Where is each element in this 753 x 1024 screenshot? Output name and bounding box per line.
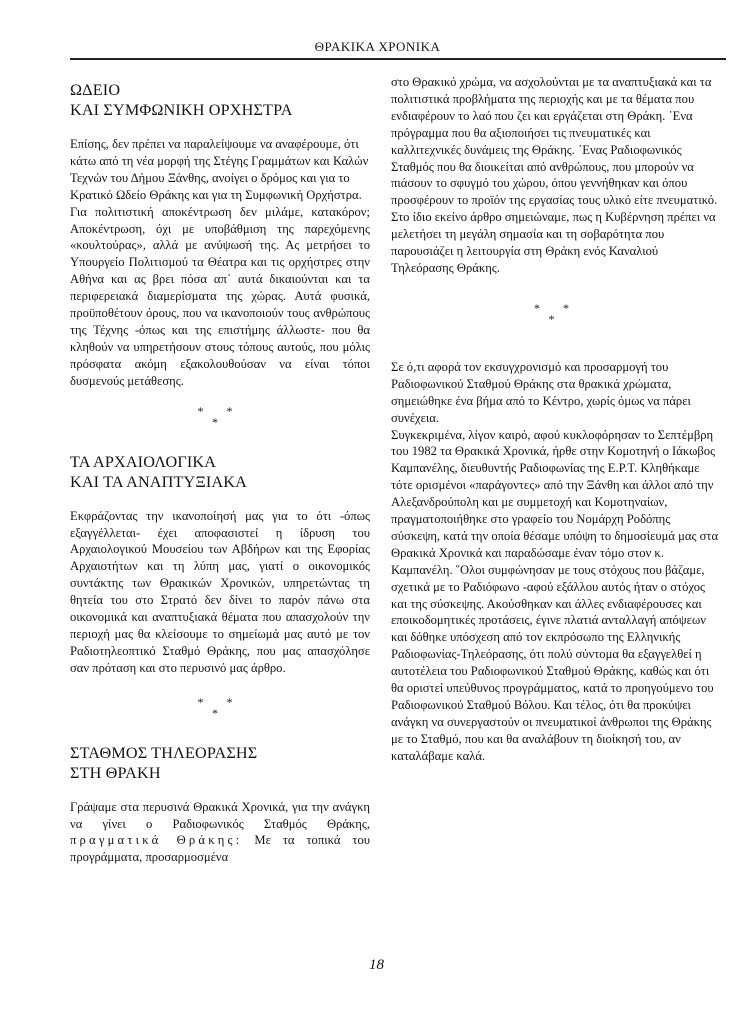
header-rule xyxy=(70,58,726,60)
paragraph: Στο ίδιο εκείνο άρθρο σημειώναμε, πως η Κυβέρνηση πρέπει να μελετήσει τη μεγάλη σημασία και τη σοβαρότητα που παρουσιάζει η λειτουργία στη Θράκη ενός Καναλιού Τηλεόρασης Θράκης. xyxy=(391,210,716,275)
section-heading: ΩΔΕΙΟ ΚΑΙ ΣΥΜΦΩΝΙΚΗ ΟΡΧΗΣΤΡΑ xyxy=(70,81,293,119)
paragraph: στο Θρακικό χρώμα, να ασχολούνται με τα αναπτυξιακά και τα πολιτιστικά προβλήματα της περιοχής και με τα θέματα που ενδιαφέρουν το λαό που ζει και εργάζεται στη Θράκη. ᾿Ενα πρόγραμμα που θα αξιοποιήσει τις πνευματικές και καλλιτεχνικές δυνάμεις της Θράκης. ᾿Ενας Ραδιοφωνικός Σταθμός που θα διοικείται από ανθρώπους, που μπορούν να πιάσουν το σφυγμό του χώρου, όπου γεννήθηκαν και όπου προσφέρουν το προϊόν της εργασίας τους υλικό είτε πνευματικό. xyxy=(391,75,718,208)
paragraph: Για πολιτιστική αποκέντρωση δεν μιλάμε, κατακόρον; Αποκέντρωση, όχι με υποβάθμιση της παρεχόμενης «κουλτούρας», αλλά με ανύψωσή της. Ας μετρήσει το Υπουργείο Πολιτισμού τα Θέατρα και τις ορχήστρες στην Αθήνα και ας βρει πόσα απ᾿ αυτά δικαιούνται και τα περιφερειακά διαμερίσματα της χώρας. Αυτά φυσικά, προϋποθέτουν όρους, που να ικανοποιούν τους ανθρώπους της Τέχνης -όπως και της επιστήμης άλλωστε- που θα κληθούν να υπηρετήσουν στους τόπους αυτούς, που μόλις πρόσφατα ακόμη εξακολουθούσαν να είναι τόποι δυσμενούς μετάθεσης. xyxy=(70,204,370,388)
right-column xyxy=(391,74,722,765)
section-ornament: * * * xyxy=(197,403,243,429)
paragraph: Συγκεκριμένα, λίγον καιρό, αφού κυκλοφόρησαν το Σεπτέμβρη του 1982 τα Θρακικά Χρονικά, ήρθε στην Κομοτηνή ο Ιάκωβος Καμπανέλης, διευθυντής Ραδιοφωνίας της Ε.Ρ.Τ. Κληθήκαμε τότε ορισμένοι «παράγοντες» από την Ξάνθη και άλλοι από την Αλεξανδρούπολη και με συμμετοχή και Κομοτηναίων, πραγματοποιήθηκε στο γραφείο του Νομάρχη Ροδόπης σύσκεψη, κατά την οποία θέσαμε υπόψη το δημοσίευμά μας στα Θρακικά Χρονικά και παραδώσαμε έναν τόμο στον κ. Καμπανέλη. ῞Ολοι συμφώνησαν με τους στόχους που βάζαμε, σχετικά με το Ραδιόφωνο -αφού εξάλλου αυτός ήταν ο στόχος και της σύσκεψης. Ακούσθηκαν και άλλες ενδιαφέρουσες και εποικοδομητικές προτάσεις, έγινε πλατιά ανταλλαγή απόψεων και δόθηκε υπόσχεση από τον εκπρόσωπο της Ελληνικής Ραδιοφωνίας-Τηλεόρασης, ότι πολύ σύντομα θα εξαγγελθεί η αυτοτέλεια του Ραδιοφωνικού Σταθμού Θράκης, καθώς και ότι θα οριστεί υπεύθυνος προγράμματος, κατά το προηγούμενο του Ραδιοφωνικού Σταθμού Βόλου. Και τέλος, ότι θα προκύψει ανάγκη να συνεργαστούν οι πνευματικοί άνθρωποι της Θράκης με το Σταθμό, που και θα αναλάβουν τη διοίκησή του, αν καταλάβαμε καλά. xyxy=(391,427,719,763)
section-ornament: * * * xyxy=(534,300,579,326)
paragraph: Γράψαμε στα περυσινά Θρακικά Χρονικά, για την ανάγκη να γίνει ο Ραδιοφωνικός Σταθμός Θράκης, πραγματικά Θράκης: Με τα τοπικά του προγράμματα, προσαρμοσμένα xyxy=(70,799,371,865)
section-tv-station xyxy=(70,743,370,867)
running-header: ΘΡΑΚΙΚΑ ΧΡΟΝΙΚΑ xyxy=(314,39,441,54)
paragraph: Εκφράζοντας την ικανοποίησή μας για το ότι -όπως εξαγγέλλεται- έχει αποφασιστεί η ίδρυση του Αρχαιολογικού Μουσείου των Αβδήρων και της Εφορίας Αρχαιοτήτων και τη λύπη μας, γιατί ο οικονομικός συντάκτης των Θρακικών Χρονικών, υπηρετώντας τη θητεία του στο Στρατό δεν δίνει το παρόν πάνω στα οικονομικά και αναπτυξιακά θέματα που απασχολούν την περιοχή μας θα κλείσουμε το σημείωμά μας αυτό με τον Ραδιοτηλεοπτικό Σταθμό Θράκης, που μας απασχόλησε σαν πρόταση και στο περυσινό μας άρθρο. xyxy=(70,508,370,675)
spaced-emphasis: πραγματικά Θράκης: xyxy=(70,833,243,848)
section-archaeology xyxy=(70,452,370,677)
paragraph: Σε ό,τι αφορά τον εκσυγχρονισμό και προσαρμογή του Ραδιοφωνικού Σταθμού Θράκης στα θρακικά χρώματα, σημειώθηκε ένα βήμα από το Κέντρο, χωρίς όμως να πάρει συνέχεια. xyxy=(391,359,691,425)
paragraph: Επίσης, δεν πρέπει να παραλείψουμε να αναφέρουμε, ότι κάτω από τη νέα μορφή της Στέγης Γραμμάτων και Καλών Τεχνών του Δήμου Ξάνθης, ανοίγει ο δρόμος και για το Κρατικό Ωδείο Θράκης και για τη Συμφωνική Ορχήστρα. xyxy=(70,137,369,202)
section-ornament: * * * xyxy=(197,694,243,720)
section-odeio xyxy=(70,80,370,390)
section-heading: ΤΑ ΑΡΧΑΙΟΛΟΓΙΚΑ ΚΑΙ ΤΑ ΑΝΑΠΤΥΞΙΑΚΑ xyxy=(70,452,247,491)
page-number: 18 xyxy=(369,957,384,973)
left-column xyxy=(70,74,370,866)
section-heading: ΣΤΑΘΜΟΣ ΤΗΛΕΟΡΑΣΗΣ ΣΤΗ ΘΡΑΚΗ xyxy=(70,743,258,782)
